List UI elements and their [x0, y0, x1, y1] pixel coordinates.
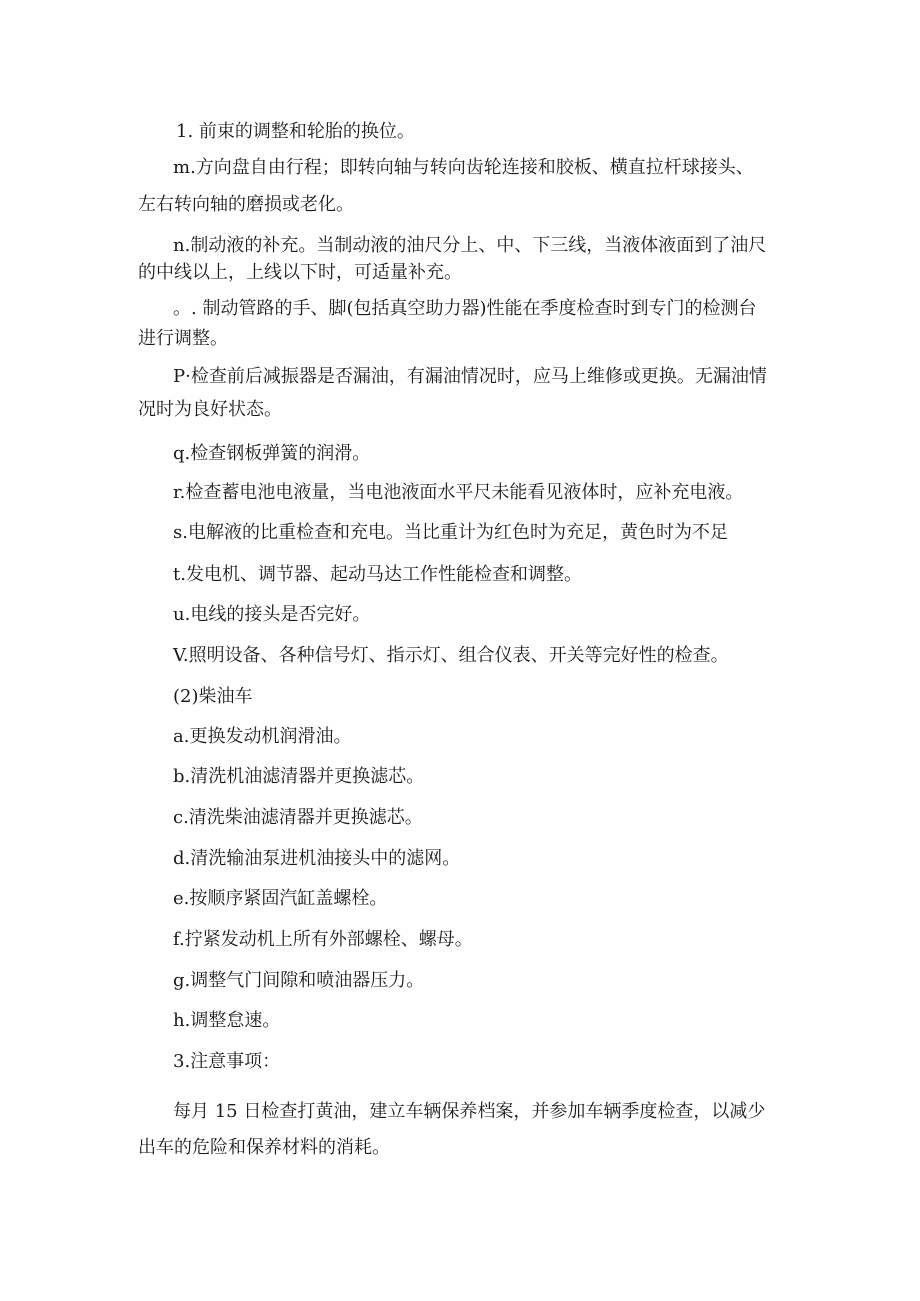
paragraph-line: 况时为良好状态。: [138, 399, 282, 420]
paragraph-line: r.检查蓄电池电液量，当电池液面水平尺未能看见液体时，应补充电液。: [173, 482, 744, 503]
paragraph-line: 每月 15 日检查打黄油，建立车辆保养档案，并参加车辆季度检查，以减少: [173, 1101, 766, 1122]
paragraph-line: u.电线的接头是否完好。: [173, 604, 371, 625]
paragraph-line: 左右转向轴的磨损或老化。: [138, 194, 354, 215]
paragraph-line: m.方向盘自由行程；即转向轴与转向齿轮连接和胶板、横直拉杆球接头、: [173, 157, 754, 178]
paragraph-line: c.清洗柴油滤清器并更换滤芯。: [173, 807, 423, 828]
paragraph-line: d.清洗输油泵进机油接头中的滤网。: [173, 848, 461, 869]
paragraph-line: 1. 前束的调整和轮胎的换位。: [176, 121, 415, 142]
paragraph-line: h.调整怠速。: [173, 1010, 281, 1031]
paragraph-line: 出车的危险和保养材料的消耗。: [138, 1137, 390, 1158]
paragraph-line: g.调整气门间隙和喷油器压力。: [173, 970, 425, 991]
paragraph-line: 的中线以上，上线以下时，可适量补充。: [138, 262, 462, 283]
paragraph-line: e.按顺序紧固汽缸盖螺栓。: [173, 888, 388, 909]
paragraph-line: 进行调整。: [138, 328, 228, 349]
paragraph-line: b.清洗机油滤清器并更换滤芯。: [173, 766, 425, 787]
paragraph-line: P·检查前后减振器是否漏油，有漏油情况时，应马上维修或更换。无漏油情: [173, 366, 767, 387]
paragraph-line: s.电解液的比重检查和充电。当比重计为红色时为充足，黄色时为不足: [173, 522, 728, 543]
paragraph-line: V.照明设备、各种信号灯、指示灯、组合仪表、开关等完好性的检查。: [173, 645, 729, 666]
paragraph-line: (2)柴油车: [173, 686, 253, 707]
paragraph-line: a.更换发动机润滑油。: [173, 726, 352, 747]
paragraph-line: t.发电机、调节器、起动马达工作性能检查和调整。: [173, 564, 582, 585]
paragraph-line: n.制动液的补充。当制动液的油尺分上、中、下三线，当液体液面到了油尺: [173, 235, 767, 256]
paragraph-line: f.拧紧发动机上所有外部螺栓、螺母。: [173, 929, 473, 950]
paragraph-line: 3.注意事项：: [173, 1051, 281, 1072]
paragraph-line: q.检查钢板弹簧的润滑。: [173, 443, 371, 464]
paragraph-line: 。. 制动管路的手、脚(包括真空助力器)性能在季度检查时到专门的检测台: [173, 298, 757, 319]
